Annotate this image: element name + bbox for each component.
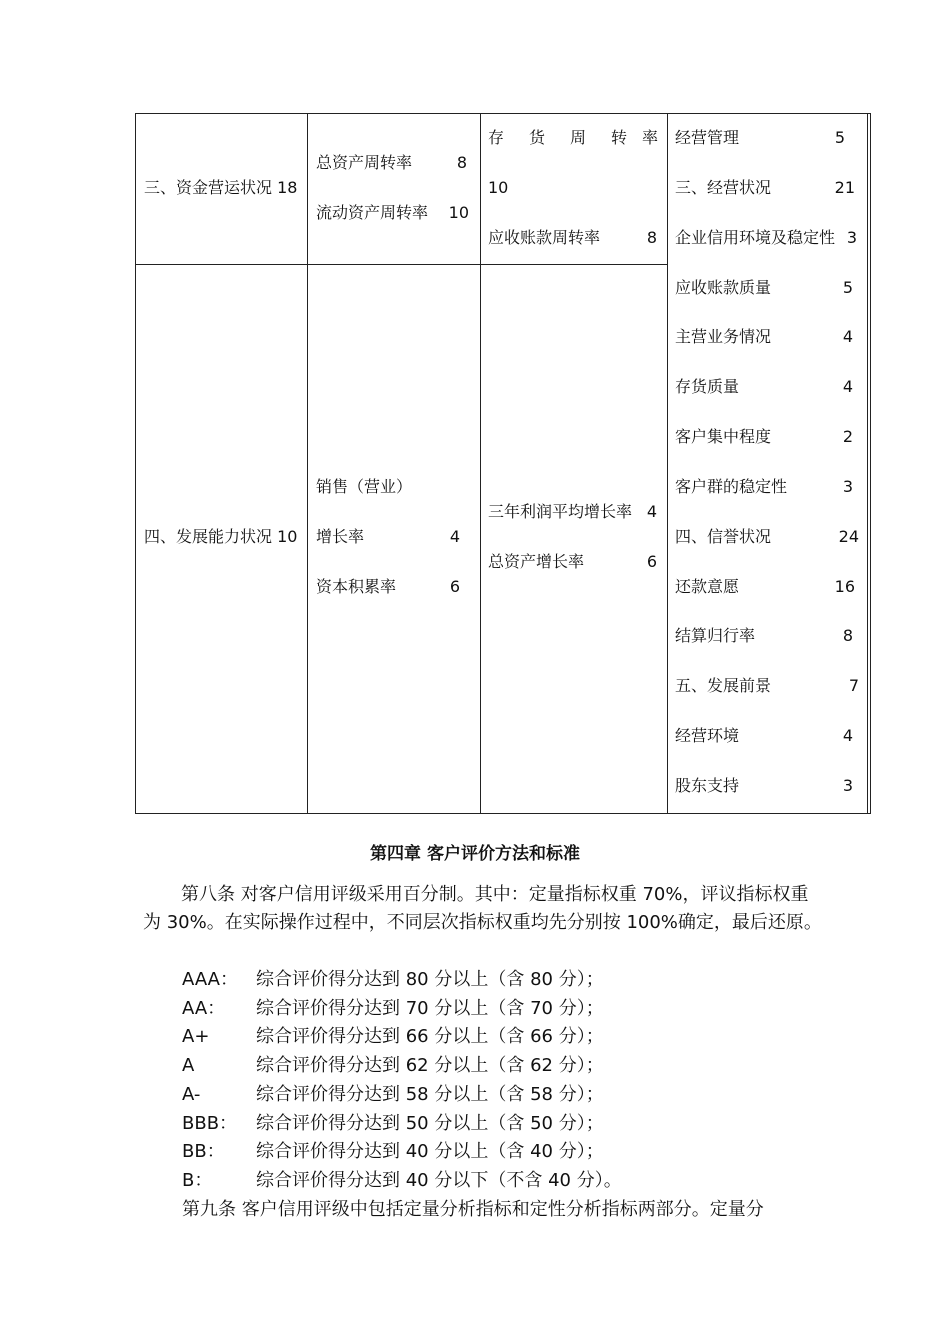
grade-row	[182, 1081, 604, 1109]
index-label: 三、经营状况	[675, 178, 772, 197]
grade-label: B：	[182, 1170, 213, 1191]
index-weight: 4	[842, 726, 853, 745]
grade-row	[182, 1167, 622, 1195]
grade-desc: 综合评价得分达到 62 分以上（含 62 分）；	[256, 1055, 604, 1076]
index-weight: 24	[838, 527, 859, 546]
spaced-char: 率	[642, 128, 659, 147]
index-label: 应收账款周转率	[488, 228, 601, 247]
grade-row	[182, 1110, 604, 1138]
article-8-text: 第八条 对客户信用评级采用百分制。其中：定量指标权重 70%，评议指标权重为 30%。在实际操作过程中，不同层次指标权重均先分别按 100%确定，最后还原。	[143, 884, 822, 933]
article-8-paragraph	[143, 881, 823, 937]
table-border-left	[135, 113, 136, 814]
article-9-text: 第九条 客户信用评级中包括定量分析指标和定性分析指标两部分。定量分	[182, 1199, 764, 1220]
spaced-char: 转	[611, 128, 628, 147]
index-label: 还款意愿	[675, 577, 740, 596]
index-label: 客户群的稳定性	[675, 477, 788, 496]
index-weight: 5	[834, 128, 845, 147]
index-label: 五、发展前景	[675, 676, 772, 695]
index-weight: 8	[646, 228, 657, 247]
table-divider-2	[480, 113, 481, 814]
index-label: 四、信誉状况	[675, 527, 772, 546]
index-weight: 8	[842, 626, 853, 645]
grade-row	[182, 1023, 604, 1051]
index-weight: 5	[842, 278, 853, 297]
index-label: 流动资产周转率	[316, 203, 429, 222]
grade-row	[182, 1138, 604, 1166]
spaced-char: 存	[488, 128, 505, 147]
index-label: 资本积累率	[316, 577, 397, 596]
spaced-char: 周	[570, 128, 587, 147]
index-weight: 4	[449, 527, 460, 546]
index-label: 结算归行率	[675, 626, 756, 645]
table-divider-1	[307, 113, 308, 814]
index-weight: 6	[449, 577, 460, 596]
index-label: 客户集中程度	[675, 427, 772, 446]
index-label: 应收账款质量	[675, 278, 772, 297]
index-weight: 21	[834, 178, 855, 197]
category-development-capacity: 四、发展能力状况 10	[144, 527, 298, 546]
grade-row	[182, 966, 604, 994]
index-weight: 3	[842, 477, 853, 496]
index-weight: 4	[842, 377, 853, 396]
index-label: 股东支持	[675, 776, 740, 795]
index-label: 存货质量	[675, 377, 740, 396]
grade-row	[182, 1052, 604, 1080]
grade-label: A	[182, 1055, 195, 1076]
grade-desc: 综合评价得分达到 58 分以上（含 58 分）；	[256, 1084, 604, 1105]
index-weight: 8	[456, 153, 467, 172]
index-label: 三年利润平均增长率	[488, 502, 633, 521]
grade-label: A+	[182, 1026, 210, 1047]
grade-desc: 综合评价得分达到 66 分以上（含 66 分）；	[256, 1026, 604, 1047]
grade-label: BB：	[182, 1141, 225, 1162]
table-divider-3	[667, 113, 668, 814]
index-weight: 4	[842, 327, 853, 346]
index-label: 销售（营业）	[316, 477, 413, 496]
grade-desc: 综合评价得分达到 80 分以上（含 80 分）；	[256, 969, 604, 990]
index-weight: 7	[848, 676, 859, 695]
index-weight: 3	[846, 228, 857, 247]
grade-label: BBB：	[182, 1113, 238, 1134]
table-border-bottom	[135, 813, 871, 814]
index-weight: 10	[448, 203, 469, 222]
index-label: 主营业务情况	[675, 327, 772, 346]
index-weight: 16	[834, 577, 855, 596]
category-capital-operation: 三、资金营运状况 18	[144, 178, 298, 197]
grade-label: AA：	[182, 998, 226, 1019]
grade-desc: 综合评价得分达到 40 分以上（含 40 分）；	[256, 1141, 604, 1162]
index-weight: 2	[842, 427, 853, 446]
table-border-top	[135, 113, 871, 114]
index-label: 增长率	[316, 527, 365, 546]
index-weight: 3	[842, 776, 853, 795]
table-row-divider	[135, 264, 667, 265]
index-label: 总资产周转率	[316, 153, 413, 172]
index-weight: 4	[646, 502, 657, 521]
table-border-right-outer	[870, 113, 871, 814]
grade-desc: 综合评价得分达到 70 分以上（含 70 分）；	[256, 998, 604, 1019]
index-label: 经营环境	[675, 726, 740, 745]
index-label: 总资产增长率	[488, 552, 585, 571]
grade-row	[182, 995, 604, 1023]
grade-desc: 综合评价得分达到 40 分以下（不含 40 分）。	[256, 1170, 622, 1191]
chapter-title: 第四章 客户评价方法和标准	[370, 844, 580, 864]
grade-label: AAA：	[182, 969, 238, 990]
table-border-right	[867, 113, 868, 814]
index-weight: 6	[646, 552, 657, 571]
spaced-char: 货	[529, 128, 546, 147]
grade-desc: 综合评价得分达到 50 分以上（含 50 分）；	[256, 1113, 604, 1134]
index-weight: 10	[488, 178, 509, 197]
rating-index-table	[135, 113, 871, 814]
index-label: 企业信用环境及稳定性	[675, 228, 836, 247]
grade-label: A-	[182, 1084, 201, 1105]
index-label: 经营管理	[675, 128, 740, 147]
